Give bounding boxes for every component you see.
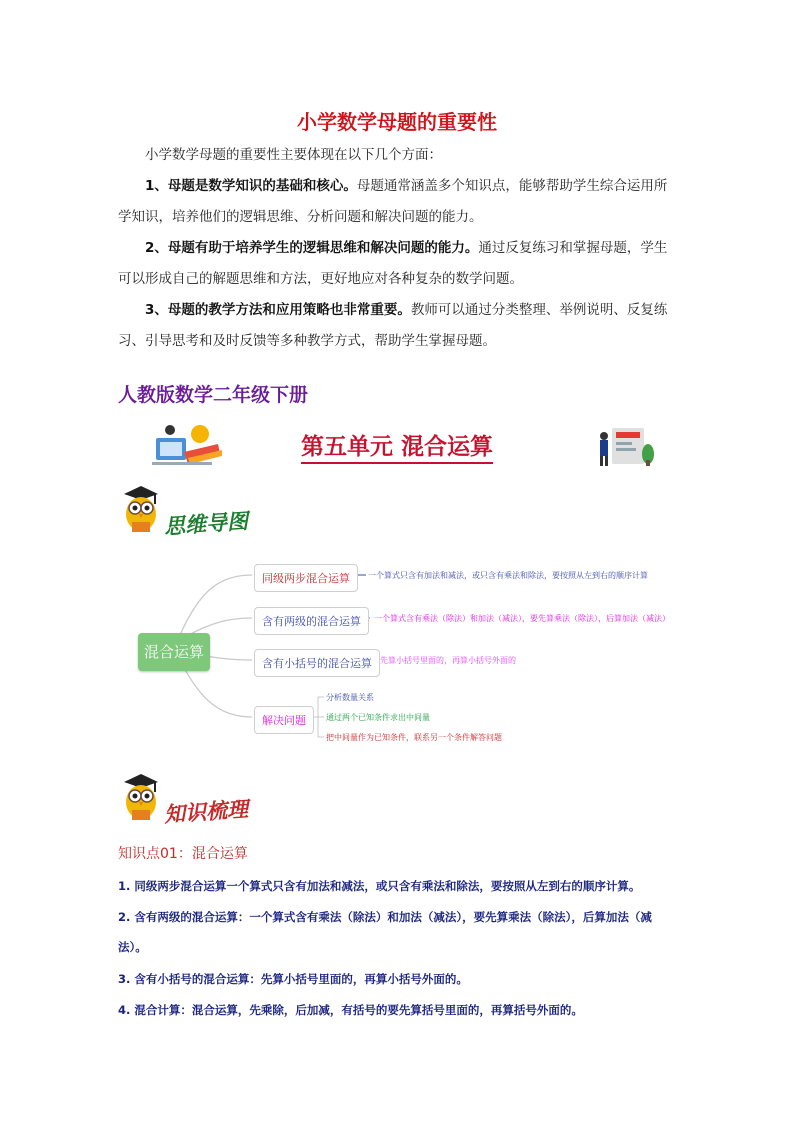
point-2-bold: 2、母题有助于培养学生的逻辑思维和解决问题的能力。 [145, 240, 479, 256]
mind-map-root: 混合运算 [138, 633, 210, 671]
intro-text: 小学数学母题的重要性主要体现在以下几个方面： [145, 147, 442, 163]
problem-solving-note-3: 把中间量作为已知条件，联系另一个条件解答问题 [326, 733, 502, 742]
knowledge-label: 知识梳理 [163, 797, 249, 827]
point-2 [118, 233, 678, 295]
branch-parentheses: 含有小括号的混合运算 [254, 649, 380, 677]
point-1 [118, 171, 678, 233]
branch-same-level-note: 一个算式只含有加法和减法，或只含有乘法和除法，要按照从左到右的顺序计算 [368, 571, 648, 580]
book-heading: 人教版数学二年级下册 [118, 384, 309, 406]
point-2-text: 通过反复练习和掌握母题，学生可以形成自己的解题思维和方法，更好地应对各种复杂的数学问题。 [118, 240, 668, 287]
problem-solving-note-2: 通过两个已知条件求出中间量 [326, 713, 430, 722]
unit-title-text: 第五单元 混合运算 [301, 434, 493, 464]
knowledge-item-4: 4. 混合计算：混合运算，先乘除，后加减，有括号的要先算括号里面的，再算括号外面的。 [118, 1003, 583, 1017]
page-title: 小学数学母题的重要性 [297, 110, 497, 134]
knowledge-item-1: 1. 同级两步混合运算一个算式只含有加法和减法，或只含有乘法和除法，要按照从左到右的顺序计算。 [118, 879, 641, 893]
knowledge-item-2: 2. 含有两级的混合运算：一个算式含有乘法（除法）和加法（减法），要先算乘法（除法），后算加法（减法）。 [118, 910, 652, 954]
mind-map-label: 思维导图 [163, 509, 249, 539]
point-1-text: 母题通常涵盖多个知识点，能够帮助学生综合运用所学知识，培养他们的逻辑思维、分析问题和解决问题的能力。 [118, 178, 668, 225]
point-3-text: 教师可以通过分类整理、举例说明、反复练习、引导思考和及时反馈等多种教学方式，帮助学生掌握母题。 [118, 302, 668, 349]
branch-two-level-note: 一个算式含有乘法（除法）和加法（减法），要先算乘法（除法），后算加法（减法） [374, 614, 670, 623]
knowledge-item-3: 3. 含有小括号的混合运算：先算小括号里面的，再算小括号外面的。 [118, 972, 468, 986]
point-1-bold: 1、母题是数学知识的基础和核心。 [145, 178, 357, 194]
point-3-bold: 3、母题的教学方法和应用策略也非常重要。 [145, 302, 411, 318]
knowledge-point-title: 知识点01：混合运算 [118, 846, 248, 862]
branch-two-level: 含有两级的混合运算 [254, 607, 369, 635]
unit-title [0, 428, 794, 461]
branch-parentheses-note: 先算小括号里面的，再算小括号外面的 [380, 656, 516, 665]
point-3 [118, 295, 678, 357]
mind-map [130, 550, 690, 750]
office-illustration [594, 420, 656, 468]
owl-mascot-icon [120, 772, 162, 824]
branch-same-level: 同级两步混合运算 [254, 564, 358, 592]
branch-problem-solving: 解决问题 [254, 706, 314, 734]
problem-solving-note-1: 分析数量关系 [326, 693, 374, 702]
owl-mascot-icon [120, 484, 162, 536]
